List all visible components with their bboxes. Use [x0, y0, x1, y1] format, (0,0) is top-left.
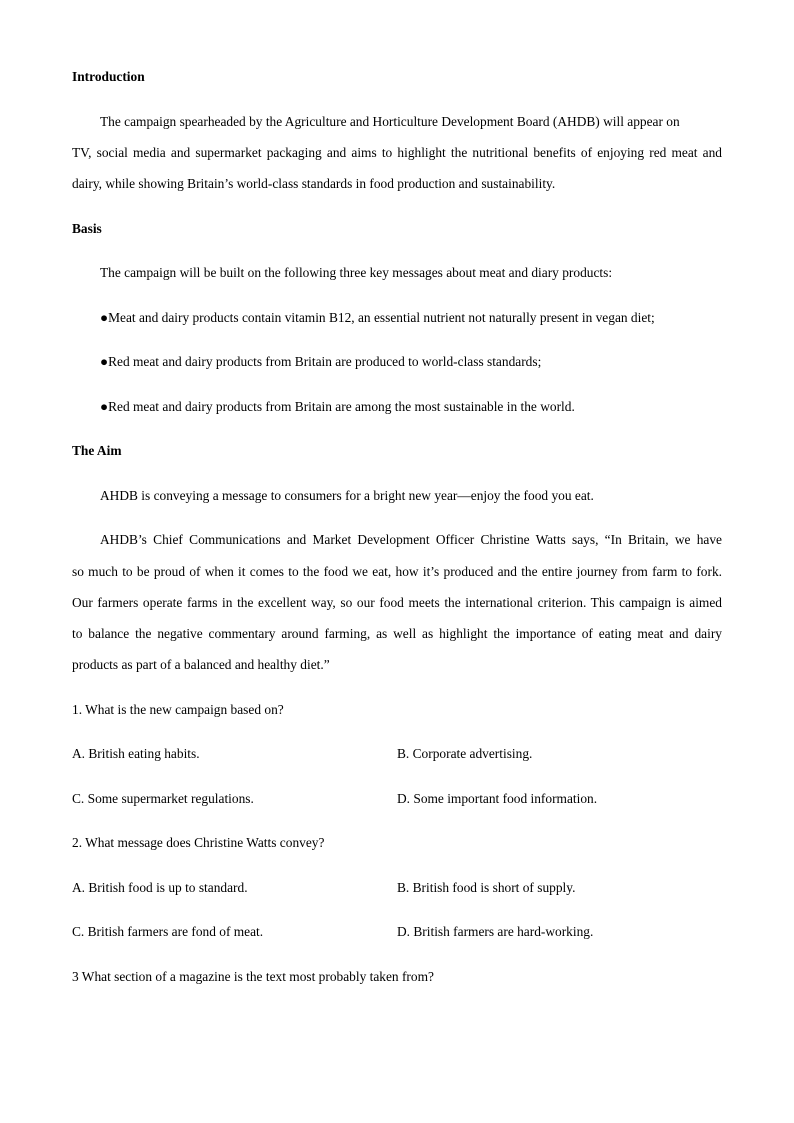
question-2-option-c: C. British farmers are fond of meat.	[72, 924, 264, 939]
question-3-stem: 3 What section of a magazine is the text most probably taken from?	[72, 969, 434, 984]
question-1-stem: 1. What is the new campaign based on?	[72, 702, 284, 717]
aim-paragraph-1: AHDB is conveying a message to consumers for a bright new year—enjoy the food you eat.	[100, 488, 594, 503]
aim-paragraph-2-line-4: to balance the negative commentary around farming, as well as highlight the importance of eating meat and dairy	[72, 626, 722, 641]
aim-paragraph-2-line-1: AHDB’s Chief Communications and Market Development Officer Christine Watts says, “In Britain, we have	[100, 532, 722, 547]
question-1-option-d: D. Some important food information.	[397, 791, 598, 806]
basis-bullet-1: ●Meat and dairy products contain vitamin B12, an essential nutrient not naturally present in vegan diet;	[100, 310, 655, 325]
intro-line-2: TV, social media and supermarket packaging and aims to highlight the nutritional benefits of enjoying red meat and	[72, 145, 722, 160]
basis-bullet-3: ●Red meat and dairy products from Britain are among the most sustainable in the world.	[100, 399, 575, 414]
intro-line-1: The campaign spearheaded by the Agriculture and Horticulture Development Board (AHDB) will appear on	[100, 114, 680, 129]
basis-intro: The campaign will be built on the following three key messages about meat and diary products:	[100, 265, 613, 280]
aim-paragraph-2-line-3: Our farmers operate farms in the excellent way, so our food meets the international criterion. This campaign is aimed	[72, 595, 722, 610]
question-2-option-d: D. British farmers are hard-working.	[397, 924, 594, 939]
section-heading-aim: The Aim	[72, 443, 122, 458]
question-1-option-a: A. British eating habits.	[72, 746, 200, 761]
aim-paragraph-2-line-2: so much to be proud of when it comes to the food we eat, how it’s produced and the entire journey from farm to fork.	[72, 564, 722, 579]
section-heading-introduction: Introduction	[72, 69, 145, 84]
question-2-option-a: A. British food is up to standard.	[72, 880, 248, 895]
question-2-option-b: B. British food is short of supply.	[397, 880, 576, 895]
question-1-option-b: B. Corporate advertising.	[397, 746, 533, 761]
basis-bullet-2: ●Red meat and dairy products from Britain are produced to world-class standards;	[100, 354, 542, 369]
question-2-stem: 2. What message does Christine Watts convey?	[72, 835, 325, 850]
section-heading-basis: Basis	[72, 221, 102, 236]
question-1-option-c: C. Some supermarket regulations.	[72, 791, 254, 806]
intro-line-3: dairy, while showing Britain’s world-class standards in food production and sustainability.	[72, 176, 556, 191]
aim-paragraph-2-line-5: products as part of a balanced and healthy diet.”	[72, 657, 330, 672]
